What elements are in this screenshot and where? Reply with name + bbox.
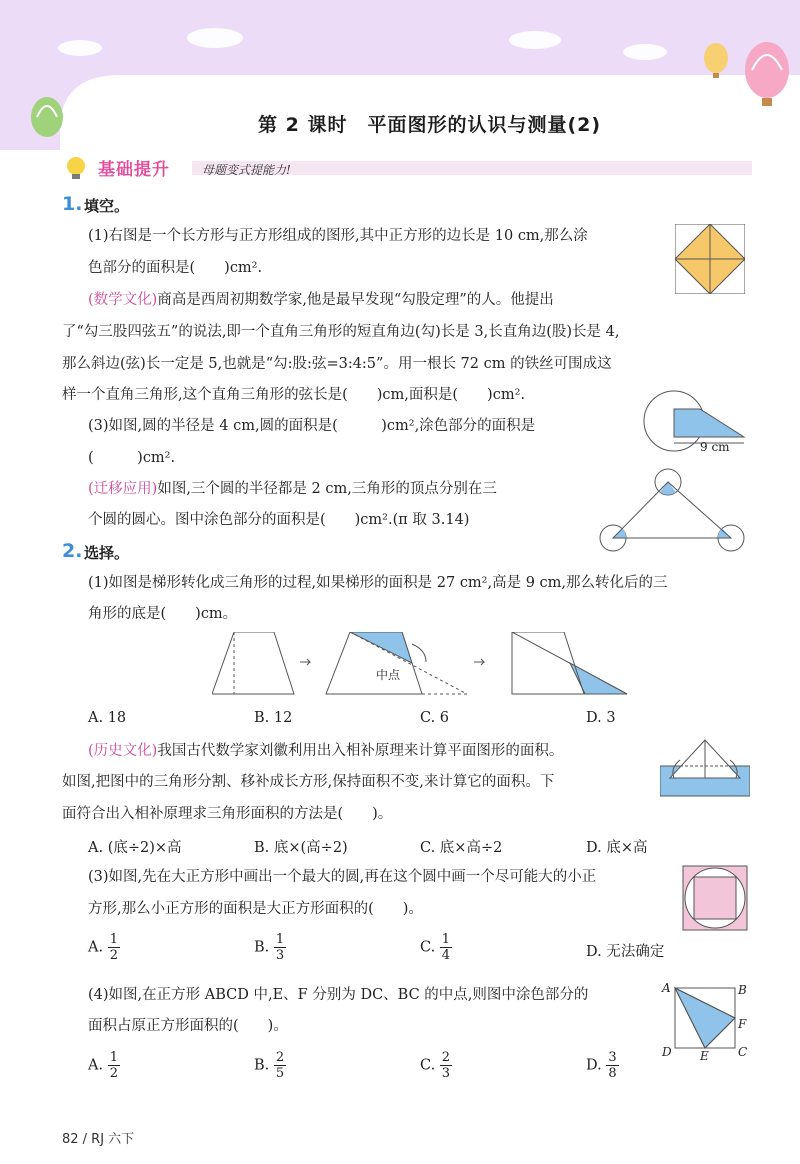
q2-p1-option-b[interactable]: B. 12: [254, 710, 293, 726]
q2-p2-line1-text: 我国古代数学家刘徽利用出入相补原理来计算平面图形的面积。: [157, 743, 564, 759]
denominator: 5: [275, 1066, 285, 1081]
q1-p2-line2: 了“勾三股四弦五”的说法,即一个直角三角形的短直角边(勾)长是 3,长直角边(股)长是 4,: [62, 324, 620, 340]
question-title-1: 填空。: [84, 197, 130, 215]
q1-circle-label: 9 cm: [700, 440, 730, 454]
q1-rect-square-figure: [675, 224, 745, 294]
q2-square-circle-figure: [682, 865, 748, 931]
question-number-1: 1.: [62, 193, 83, 215]
q2-p3-option-d[interactable]: D. 无法确定: [586, 944, 665, 960]
fraction: [440, 1050, 452, 1081]
q2-p2-option-d[interactable]: D. 底×高: [586, 840, 648, 856]
q2-p3-option-a[interactable]: [88, 932, 120, 963]
green-balloon-icon: [31, 97, 63, 137]
q2-p3-line1: (3)如图,先在大正方形中画出一个最大的圆,再在这个圆中画一个尽可能大的小正: [88, 869, 597, 885]
q2-p4-option-b[interactable]: [254, 1050, 286, 1081]
q2-p4-option-a[interactable]: [88, 1050, 120, 1081]
fraction: [606, 1050, 618, 1081]
q2-p4-line1: (4)如图,在正方形 ABCD 中,E、F 分别为 DC、BC 的中点,则图中涂色部分的: [88, 987, 589, 1003]
q2-p4-line2: 面积占原正方形面积的( )。: [88, 1018, 288, 1034]
fraction: [108, 1050, 120, 1081]
q2-p4-option-c[interactable]: [420, 1050, 452, 1081]
q2-p2-option-c[interactable]: C. 底×高÷2: [420, 840, 503, 856]
numerator: 2: [275, 1050, 285, 1065]
label-b: B: [738, 983, 747, 997]
label-d: D: [662, 1045, 672, 1059]
q1-three-circles-figure: [596, 466, 756, 558]
q2-trapezoid-figure: [212, 632, 632, 697]
label-a: A: [662, 981, 671, 995]
option-prefix: D.: [586, 1057, 602, 1074]
page-title: 第 2 课时 平面图形的认识与测量(2): [258, 114, 602, 136]
q2-p1-line2: 角形的底是( )cm。: [88, 606, 238, 622]
lightbulb-icon: [62, 155, 92, 181]
q1-p2-line1: [88, 290, 554, 310]
q1-p2-line3: 那么斜边(弦)长一定是 5,也就是“勾:股:弦=3:4:5”。用一根长 72 cm 的铁丝可围成这: [62, 356, 612, 372]
section-banner: [62, 155, 742, 181]
q2-p3-line2: 方形,那么小正方形的面积是大正方形面积的( )。: [88, 901, 423, 917]
fraction: [274, 1050, 286, 1081]
numerator: 2: [441, 1050, 451, 1065]
q1-p4-line2: 个圆的圆心。图中涂色部分的面积是( )cm².(π 取 3.14): [88, 512, 470, 528]
q1-p4-line1-text: 如图,三个圆的半径都是 2 cm,三角形的顶点分别在三: [157, 481, 497, 497]
q2-p3-option-c[interactable]: [420, 932, 452, 963]
option-prefix: C.: [420, 1057, 436, 1074]
q2-p1-option-c[interactable]: C. 6: [420, 710, 450, 726]
denominator: 2: [109, 948, 118, 963]
section-subtitle: 母题变式提能力!: [202, 163, 291, 177]
q2-midpoint-label: 中点: [376, 668, 401, 682]
denominator: 4: [441, 948, 451, 963]
q2-triangle-rectangle-figure: [660, 738, 750, 800]
numerator: 1: [441, 932, 451, 947]
culture-tag: (数学文化): [88, 292, 158, 308]
q1-p1-line2: 色部分的面积是( )cm².: [88, 260, 263, 276]
section-label: 基础提升: [98, 160, 170, 180]
q2-p3-option-b[interactable]: [254, 932, 286, 963]
q2-p1-option-a[interactable]: A. 18: [88, 710, 127, 726]
numerator: 1: [109, 932, 118, 947]
q1-circle-figure: [640, 385, 750, 457]
fraction: [440, 932, 452, 963]
q2-p2-option-b[interactable]: B. 底×(高÷2): [254, 840, 348, 856]
fraction: [108, 932, 120, 963]
option-prefix: B.: [254, 939, 270, 956]
q1-p3-line2: ( )cm².: [88, 450, 176, 466]
transfer-tag: (迁移应用): [88, 481, 158, 497]
q1-p2-line1-text: 商高是西周初期数学家,他是最早发现“勾股定理”的人。他提出: [157, 292, 554, 308]
q2-p4-option-d[interactable]: [586, 1050, 619, 1081]
q1-p3-line1: (3)如图,圆的半径是 4 cm,圆的面积是( )cm²,涂色部分的面积是: [88, 418, 536, 434]
denominator: 8: [608, 1066, 617, 1081]
q2-p2-line1: [88, 741, 563, 761]
fraction: [274, 932, 286, 963]
label-f: F: [738, 1017, 747, 1031]
page-footer: 82 / RJ 六下: [62, 1132, 135, 1147]
label-c: C: [738, 1045, 748, 1059]
option-prefix: A.: [88, 939, 104, 956]
q2-p2-line3: 面符合出入相补原理求三角形面积的方法是( )。: [62, 806, 393, 822]
numerator: 1: [275, 932, 285, 947]
option-prefix: B.: [254, 1057, 270, 1074]
q1-p1-line1: (1)右图是一个长方形与正方形组成的图形,其中正方形的边长是 10 cm,那么涂: [88, 228, 588, 244]
q2-p2-option-a[interactable]: A. (底÷2)×高: [88, 840, 182, 856]
q2-p1-line1: (1)如图是梯形转化成三角形的过程,如果梯形的面积是 27 cm²,高是 9 cm,那么转化后的三: [88, 575, 668, 591]
numerator: 1: [109, 1050, 118, 1065]
q1-p4-line1: [88, 479, 497, 499]
q2-p2-line2: 如图,把图中的三角形分割、移补成长方形,保持面积不变,来计算它的面积。下: [62, 774, 555, 790]
denominator: 2: [109, 1066, 118, 1081]
numerator: 3: [608, 1050, 617, 1065]
denominator: 3: [275, 948, 285, 963]
q1-p2-line4: 样一个直角三角形,这个直角三角形的弦长是( )cm,面积是( )cm².: [62, 387, 526, 403]
q2-abcd-square-figure: [673, 986, 737, 1050]
label-e: E: [700, 1049, 709, 1063]
balloon-icon: [745, 42, 789, 106]
denominator: 3: [441, 1066, 451, 1081]
question-title-2: 选择。: [84, 544, 130, 562]
option-prefix: C.: [420, 939, 436, 956]
history-tag: (历史文化): [88, 743, 158, 759]
question-number-2: 2.: [62, 540, 83, 562]
q2-p1-option-d[interactable]: D. 3: [586, 710, 616, 726]
option-prefix: A.: [88, 1057, 104, 1074]
